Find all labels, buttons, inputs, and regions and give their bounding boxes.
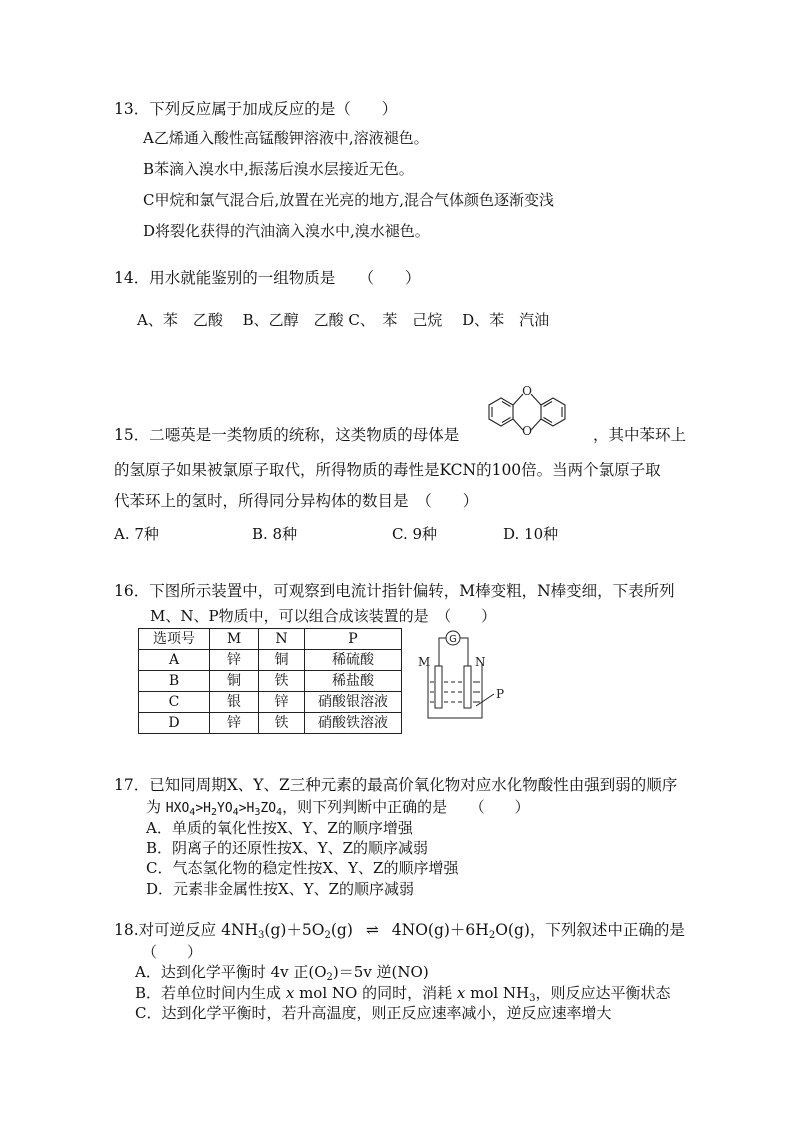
table-cell: 铜 [259, 650, 305, 671]
table-header-cell: P [305, 629, 402, 650]
q15-option-c: C. 9种 [392, 525, 438, 543]
q15-stem-part2: ，其中苯环上 [593, 426, 687, 444]
q15-option-d: D. 10种 [503, 525, 559, 543]
q16-stem: 16．下图所示装置中，可观察到电流计指针偏转，M棒变粗，N棒变细，下表所列 [114, 582, 675, 600]
q17-option-b: B．阴离子的还原性按X、Y、Z的顺序减弱 [146, 839, 429, 857]
table-row [139, 671, 402, 692]
q13-option-a: A乙烯通入酸性高锰酸钾溶液中,溶液褪色。 [143, 129, 429, 147]
table-header-cell: 选项号 [139, 629, 210, 650]
q17-option-c: C．气态氢化物的稳定性按X、Y、Z的顺序增强 [146, 859, 459, 877]
q14-stem: 14．用水就能鉴别的一组物质是 （ ） [114, 269, 421, 287]
table-cell: C [139, 692, 210, 713]
table-cell: 稀盐酸 [305, 671, 402, 692]
electrode-m-label: M [418, 655, 431, 669]
q13-option-d: D将裂化获得的汽油滴入溴水中,溴水褪色。 [143, 222, 430, 240]
table-cell: 锌 [259, 692, 305, 713]
q17-option-a: A．单质的氧化性按X、Y、Z的顺序增强 [146, 819, 413, 837]
table-cell: 稀硫酸 [305, 650, 402, 671]
solution-p-label: P [496, 687, 505, 701]
q16-stem-line2: M、N、P物质中，可以组合成该装置的是 （ ） [150, 607, 497, 625]
table-header-cell: N [259, 629, 305, 650]
table-header-row [139, 629, 402, 650]
q17-formula-prefix: 为 [146, 798, 162, 816]
q17-formula: $HXO_4>H_2YO_4>H_3ZO_4$ [165, 801, 283, 818]
q15-stem-part1: 15．二噁英是一类物质的统称，这类物质的母体是 [114, 426, 460, 444]
table-cell: 铁 [259, 713, 305, 734]
oxygen-atom-top: O [522, 384, 532, 398]
q14-options: A、苯 乙酸 B、乙醇 乙酸 C、 苯 己烷 D、苯 汽油 [137, 311, 550, 329]
table-cell: A [139, 650, 210, 671]
galvanic-cell-diagram [414, 626, 514, 728]
table-cell: 锌 [210, 650, 259, 671]
q17-stem-tail: ，则下列判断中正确的是 （ ） [282, 798, 530, 816]
table-cell: 硝酸银溶液 [305, 692, 402, 713]
table-cell: 锌 [210, 713, 259, 734]
q16-options-table [138, 628, 402, 734]
q17-option-d: D．元素非金属性按X、Y、Z的顺序减弱 [146, 880, 415, 898]
table-header-cell: M [210, 629, 259, 650]
q18-stem: 18.对可逆反应 $4NH_3(g)+5O_2(g)$ ⇌ $4NO(g)+6H_2O(g)$，下列叙述中正确的是 [114, 921, 685, 941]
q18-option-a: A．达到化学平衡时 4v 正$(O_2)=5v$ 逆(NO) [135, 963, 429, 983]
oxygen-atom-bottom: O [522, 424, 532, 438]
table-cell: D [139, 713, 210, 734]
table-cell: 铜 [210, 671, 259, 692]
q18-answer-paren: （ ） [142, 943, 203, 961]
galvanometer-label: G [449, 634, 457, 645]
q17-stem: 17．已知同周期X、Y、Z三种元素的最高价氧化物对应水化物酸性由强到弱的顺序 [114, 776, 678, 794]
q13-stem: 13．下列反应属于加成反应的是（ ） [114, 100, 398, 118]
q17-formula-line [146, 797, 530, 819]
dibenzodioxin-structure [464, 380, 590, 444]
table-cell: B [139, 671, 210, 692]
equilibrium-arrow-icon: ⇌ [365, 921, 379, 939]
q18-option-c: C．达到化学平衡时，若升高温度，则正反应速率减小，逆反应速率增大 [135, 1004, 612, 1022]
q15-line2: 的氢原子如果被氯原子取代，所得物质的毒性是KCN的100倍。当两个氯原子取 [114, 461, 661, 479]
table-row [139, 650, 402, 671]
table-cell: 硝酸铁溶液 [305, 713, 402, 734]
q15-option-b: B. 8种 [252, 525, 298, 543]
q15-line3: 代苯环上的氢时，所得同分异构体的数目是 （ ） [114, 492, 479, 510]
table-row [139, 713, 402, 734]
table-cell: 银 [210, 692, 259, 713]
electrode-n-label: N [475, 655, 486, 669]
table-cell: 铁 [259, 671, 305, 692]
q18-option-b: B．若单位时间内生成 x mol NO 的同时，消耗 x mol $NH_3$，则反应达平衡状态 [135, 984, 671, 1004]
q15-option-a: A. 7种 [114, 525, 159, 543]
q13-option-b: B苯滴入溴水中,振荡后溴水层接近无色。 [143, 160, 414, 178]
q13-option-c: C甲烷和氯气混合后,放置在光亮的地方,混合气体颜色逐渐变浅 [143, 191, 555, 209]
table-row [139, 692, 402, 713]
